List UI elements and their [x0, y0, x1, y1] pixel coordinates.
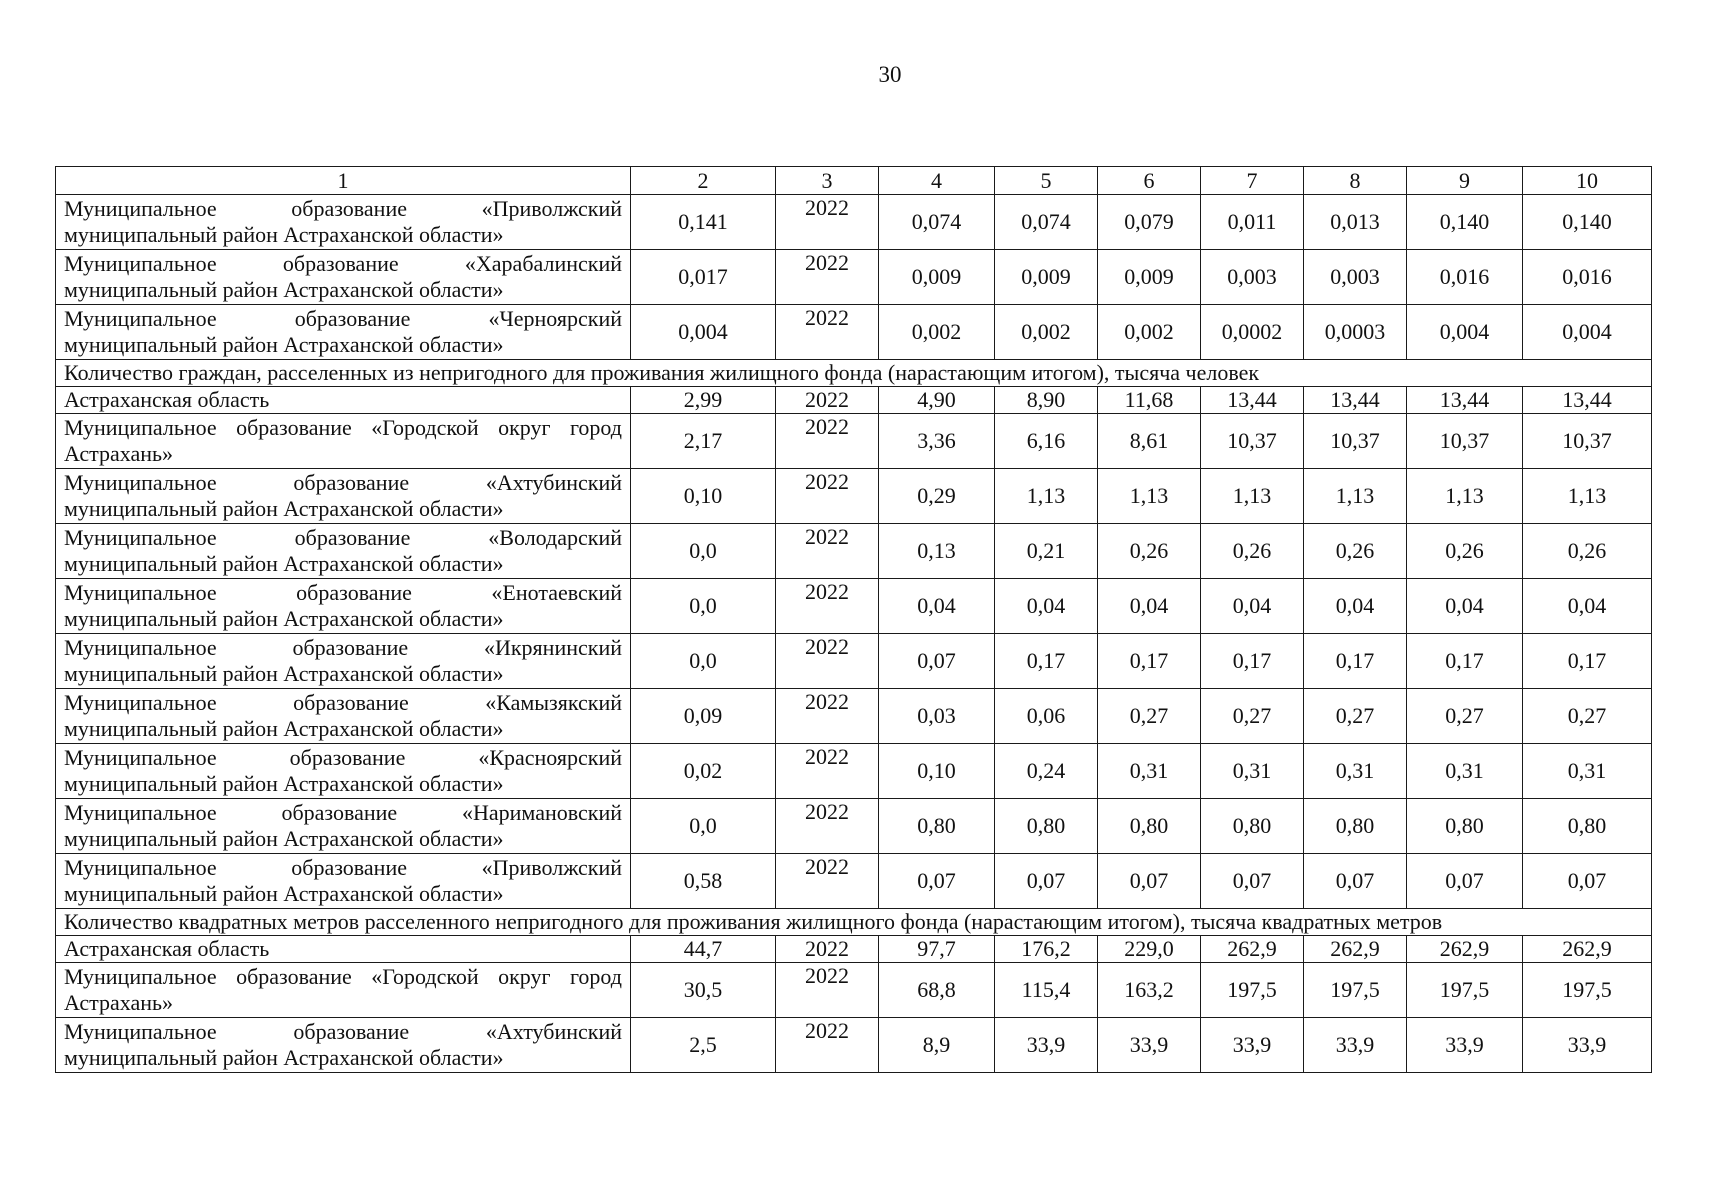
- value-cell: 8,61: [1098, 414, 1201, 469]
- value-cell: 10,37: [1407, 414, 1523, 469]
- value-cell: 0,80: [1098, 799, 1201, 854]
- section-area-row: [56, 909, 1652, 936]
- section-citizens-title: Количество граждан, расселенных из непригодного для проживания жилищного фонда (нарастающим итогом), тысяча человек: [56, 360, 1652, 387]
- year-cell: 2022: [776, 1018, 879, 1073]
- value-cell: 2,99: [631, 387, 776, 414]
- value-cell: 0,21: [995, 524, 1098, 579]
- value-cell: 0,31: [1098, 744, 1201, 799]
- value-cell: 0,009: [879, 250, 995, 305]
- section-area-title: Количество квадратных метров расселенного непригодного для проживания жилищного фонда (нарастающим итогом), тысяча квадратных метров: [56, 909, 1652, 936]
- year-cell: 2022: [776, 689, 879, 744]
- value-cell: 0,016: [1407, 250, 1523, 305]
- value-cell: 0,17: [995, 634, 1098, 689]
- value-cell: 0,002: [879, 305, 995, 360]
- value-cell: 0,004: [1523, 305, 1652, 360]
- year-cell: 2022: [776, 469, 879, 524]
- value-cell: 0,07: [1201, 854, 1304, 909]
- value-cell: 0,04: [1304, 579, 1407, 634]
- value-cell: 1,13: [1407, 469, 1523, 524]
- column-header: 10: [1523, 167, 1652, 195]
- value-cell: 0,02: [631, 744, 776, 799]
- housing-share-territory-name: Муниципальное образование «Харабалинский муниципальный район Астраханской области»: [56, 250, 631, 305]
- value-cell: 0,04: [1098, 579, 1201, 634]
- citizens-territory-name: Муниципальное образование «Наримановский муниципальный район Астраханской области»: [56, 799, 631, 854]
- value-cell: 8,9: [879, 1018, 995, 1073]
- value-cell: 0,04: [879, 579, 995, 634]
- value-cell: 0,009: [1098, 250, 1201, 305]
- value-cell: 0,80: [1304, 799, 1407, 854]
- value-cell: 0,27: [1098, 689, 1201, 744]
- value-cell: 0,09: [631, 689, 776, 744]
- value-cell: 30,5: [631, 963, 776, 1018]
- value-cell: 0,17: [1523, 634, 1652, 689]
- value-cell: 10,37: [1304, 414, 1407, 469]
- value-cell: 0,17: [1407, 634, 1523, 689]
- value-cell: 0,0: [631, 579, 776, 634]
- value-cell: 44,7: [631, 936, 776, 963]
- value-cell: 0,0: [631, 634, 776, 689]
- value-cell: 0,10: [631, 469, 776, 524]
- value-cell: 0,07: [995, 854, 1098, 909]
- value-cell: 0,27: [1523, 689, 1652, 744]
- value-cell: 0,26: [1304, 524, 1407, 579]
- value-cell: 0,074: [879, 195, 995, 250]
- column-header: 9: [1407, 167, 1523, 195]
- value-cell: 0,10: [879, 744, 995, 799]
- value-cell: 0,079: [1098, 195, 1201, 250]
- column-number-row: [56, 167, 1652, 195]
- value-cell: 115,4: [995, 963, 1098, 1018]
- year-cell: 2022: [776, 634, 879, 689]
- column-header: 4: [879, 167, 995, 195]
- citizens-territory-name: Муниципальное образование «Ахтубинский муниципальный район Астраханской области»: [56, 469, 631, 524]
- year-cell: 2022: [776, 799, 879, 854]
- value-cell: 0,04: [1407, 579, 1523, 634]
- value-cell: 0,07: [1523, 854, 1652, 909]
- citizens-territory-name: Муниципальное образование «Городской округ город Астрахань»: [56, 414, 631, 469]
- value-cell: 0,26: [1407, 524, 1523, 579]
- table-row: [56, 250, 1652, 305]
- value-cell: 33,9: [995, 1018, 1098, 1073]
- value-cell: 0,17: [1304, 634, 1407, 689]
- table-row: [56, 634, 1652, 689]
- value-cell: 0,80: [1201, 799, 1304, 854]
- table-row: [56, 524, 1652, 579]
- value-cell: 0,03: [879, 689, 995, 744]
- value-cell: 0,003: [1201, 250, 1304, 305]
- housing-share-territory-name: Муниципальное образование «Приволжский муниципальный район Астраханской области»: [56, 195, 631, 250]
- value-cell: 13,44: [1304, 387, 1407, 414]
- value-cell: 0,80: [995, 799, 1098, 854]
- area-territory-name: Астраханская область: [56, 936, 631, 963]
- table-row: [56, 387, 1652, 414]
- value-cell: 0,011: [1201, 195, 1304, 250]
- year-cell: 2022: [776, 579, 879, 634]
- value-cell: 0,017: [631, 250, 776, 305]
- year-cell: 2022: [776, 195, 879, 250]
- value-cell: 197,5: [1407, 963, 1523, 1018]
- table-body: [56, 167, 1652, 1073]
- citizens-territory-name: Муниципальное образование «Володарский муниципальный район Астраханской области»: [56, 524, 631, 579]
- value-cell: 0,0: [631, 799, 776, 854]
- area-territory-name: Муниципальное образование «Ахтубинский муниципальный район Астраханской области»: [56, 1018, 631, 1073]
- column-header: 6: [1098, 167, 1201, 195]
- value-cell: 0,27: [1201, 689, 1304, 744]
- value-cell: 13,44: [1523, 387, 1652, 414]
- column-header: 7: [1201, 167, 1304, 195]
- value-cell: 11,68: [1098, 387, 1201, 414]
- value-cell: 0,80: [1407, 799, 1523, 854]
- value-cell: 33,9: [1098, 1018, 1201, 1073]
- housing-share-territory-name: Муниципальное образование «Черноярский муниципальный район Астраханской области»: [56, 305, 631, 360]
- value-cell: 33,9: [1304, 1018, 1407, 1073]
- citizens-territory-name: Астраханская область: [56, 387, 631, 414]
- table-row: [56, 305, 1652, 360]
- value-cell: 262,9: [1407, 936, 1523, 963]
- value-cell: 0,31: [1407, 744, 1523, 799]
- value-cell: 0,002: [995, 305, 1098, 360]
- table-row: [56, 689, 1652, 744]
- table-row: [56, 579, 1652, 634]
- column-header: 3: [776, 167, 879, 195]
- value-cell: 97,7: [879, 936, 995, 963]
- value-cell: 0,07: [1304, 854, 1407, 909]
- table-row: [56, 744, 1652, 799]
- value-cell: 0,27: [1304, 689, 1407, 744]
- value-cell: 197,5: [1523, 963, 1652, 1018]
- table-row: [56, 1018, 1652, 1073]
- value-cell: 3,36: [879, 414, 995, 469]
- value-cell: 229,0: [1098, 936, 1201, 963]
- value-cell: 0,26: [1098, 524, 1201, 579]
- year-cell: 2022: [776, 414, 879, 469]
- value-cell: 0,009: [995, 250, 1098, 305]
- value-cell: 0,31: [1304, 744, 1407, 799]
- value-cell: 13,44: [1201, 387, 1304, 414]
- value-cell: 1,13: [1304, 469, 1407, 524]
- value-cell: 13,44: [1407, 387, 1523, 414]
- value-cell: 1,13: [1201, 469, 1304, 524]
- column-header: 1: [56, 167, 631, 195]
- citizens-territory-name: Муниципальное образование «Икрянинский муниципальный район Астраханской области»: [56, 634, 631, 689]
- value-cell: 0,31: [1201, 744, 1304, 799]
- value-cell: 0,31: [1523, 744, 1652, 799]
- year-cell: 2022: [776, 936, 879, 963]
- value-cell: 0,140: [1407, 195, 1523, 250]
- column-header: 8: [1304, 167, 1407, 195]
- year-cell: 2022: [776, 387, 879, 414]
- value-cell: 262,9: [1201, 936, 1304, 963]
- value-cell: 0,07: [879, 634, 995, 689]
- value-cell: 0,80: [1523, 799, 1652, 854]
- year-cell: 2022: [776, 524, 879, 579]
- citizens-territory-name: Муниципальное образование «Камызякский муниципальный район Астраханской области»: [56, 689, 631, 744]
- value-cell: 8,90: [995, 387, 1098, 414]
- value-cell: 0,07: [879, 854, 995, 909]
- value-cell: 6,16: [995, 414, 1098, 469]
- value-cell: 0,29: [879, 469, 995, 524]
- value-cell: 0,17: [1201, 634, 1304, 689]
- value-cell: 0,04: [995, 579, 1098, 634]
- value-cell: 0,24: [995, 744, 1098, 799]
- value-cell: 0,13: [879, 524, 995, 579]
- value-cell: 176,2: [995, 936, 1098, 963]
- value-cell: 0,016: [1523, 250, 1652, 305]
- value-cell: 0,0: [631, 524, 776, 579]
- value-cell: 10,37: [1523, 414, 1652, 469]
- column-header: 5: [995, 167, 1098, 195]
- value-cell: 262,9: [1304, 936, 1407, 963]
- table-row: [56, 414, 1652, 469]
- table-row: [56, 936, 1652, 963]
- value-cell: 33,9: [1523, 1018, 1652, 1073]
- value-cell: 0,04: [1523, 579, 1652, 634]
- value-cell: 163,2: [1098, 963, 1201, 1018]
- value-cell: 0,04: [1201, 579, 1304, 634]
- value-cell: 10,37: [1201, 414, 1304, 469]
- value-cell: 33,9: [1201, 1018, 1304, 1073]
- value-cell: 0,140: [1523, 195, 1652, 250]
- value-cell: 0,07: [1098, 854, 1201, 909]
- value-cell: 2,5: [631, 1018, 776, 1073]
- value-cell: 33,9: [1407, 1018, 1523, 1073]
- table-row: [56, 854, 1652, 909]
- value-cell: 262,9: [1523, 936, 1652, 963]
- value-cell: 0,074: [995, 195, 1098, 250]
- page-number: 30: [878, 62, 902, 87]
- year-cell: 2022: [776, 305, 879, 360]
- value-cell: 0,013: [1304, 195, 1407, 250]
- area-territory-name: Муниципальное образование «Городской округ город Астрахань»: [56, 963, 631, 1018]
- value-cell: 2,17: [631, 414, 776, 469]
- value-cell: 1,13: [995, 469, 1098, 524]
- value-cell: 1,13: [1523, 469, 1652, 524]
- value-cell: 0,004: [631, 305, 776, 360]
- value-cell: 0,0002: [1201, 305, 1304, 360]
- table-row: [56, 799, 1652, 854]
- value-cell: 0,06: [995, 689, 1098, 744]
- value-cell: 0,003: [1304, 250, 1407, 305]
- year-cell: 2022: [776, 963, 879, 1018]
- value-cell: 0,80: [879, 799, 995, 854]
- column-header: 2: [631, 167, 776, 195]
- value-cell: 0,17: [1098, 634, 1201, 689]
- value-cell: 0,002: [1098, 305, 1201, 360]
- data-table: [55, 166, 1652, 1073]
- value-cell: 1,13: [1098, 469, 1201, 524]
- value-cell: 0,07: [1407, 854, 1523, 909]
- value-cell: 4,90: [879, 387, 995, 414]
- citizens-territory-name: Муниципальное образование «Красноярский муниципальный район Астраханской области»: [56, 744, 631, 799]
- value-cell: 197,5: [1304, 963, 1407, 1018]
- section-citizens-row: [56, 360, 1652, 387]
- value-cell: 0,27: [1407, 689, 1523, 744]
- value-cell: 0,26: [1523, 524, 1652, 579]
- table-row: [56, 469, 1652, 524]
- value-cell: 0,26: [1201, 524, 1304, 579]
- table-row: [56, 195, 1652, 250]
- value-cell: 0,004: [1407, 305, 1523, 360]
- value-cell: 0,58: [631, 854, 776, 909]
- value-cell: 0,141: [631, 195, 776, 250]
- value-cell: 0,0003: [1304, 305, 1407, 360]
- citizens-territory-name: Муниципальное образование «Приволжский муниципальный район Астраханской области»: [56, 854, 631, 909]
- table-row: [56, 963, 1652, 1018]
- citizens-territory-name: Муниципальное образование «Енотаевский муниципальный район Астраханской области»: [56, 579, 631, 634]
- year-cell: 2022: [776, 744, 879, 799]
- year-cell: 2022: [776, 854, 879, 909]
- value-cell: 68,8: [879, 963, 995, 1018]
- year-cell: 2022: [776, 250, 879, 305]
- value-cell: 197,5: [1201, 963, 1304, 1018]
